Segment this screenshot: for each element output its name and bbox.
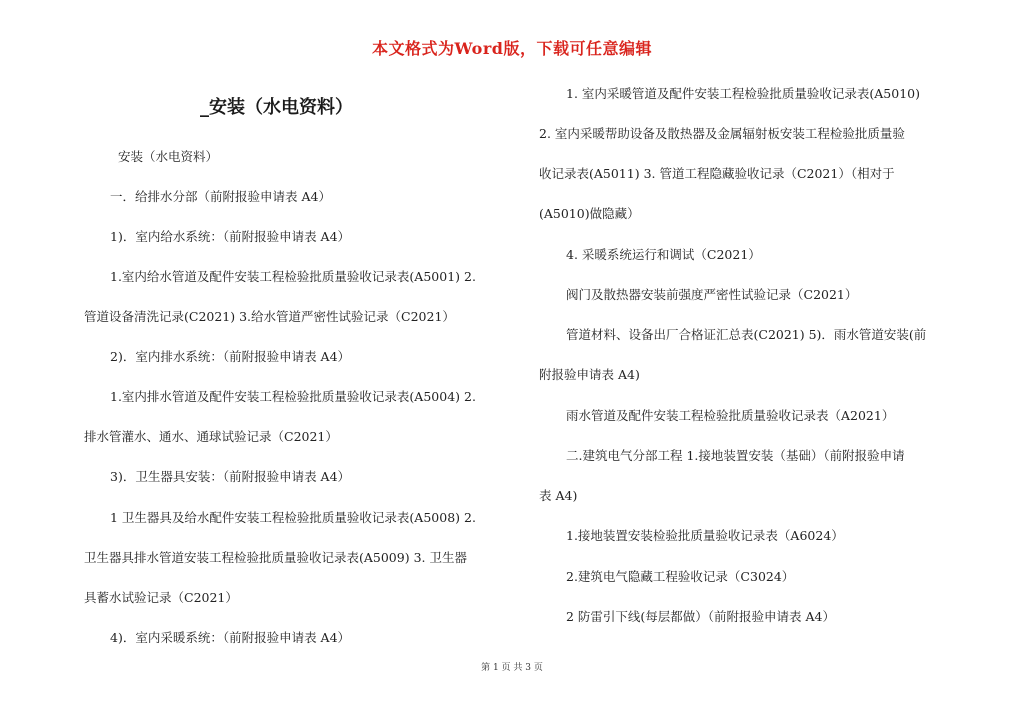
download-banner: 本文格式为Word版，下载可任意编辑	[372, 39, 652, 58]
right-line-10: 二.建筑电气分部工程 1.接地装置安装（基础）（前附报验申请	[566, 448, 905, 463]
page-number: 第 1 页 共 3 页	[481, 663, 543, 673]
right-line-3: 收记录表(A5011) 3. 管道工程隐藏验收记录（C2021）（相对于	[539, 166, 895, 181]
left-line-4: 1.室内给水管道及配件安装工程检验批质量验收记录表(A5001) 2.	[110, 269, 476, 284]
left-line-3: 1)．室内给水系统：（前附报验申请表 A4）	[110, 229, 351, 244]
right-line-8: 附报验申请表 A4)	[539, 367, 640, 382]
right-line-4: (A5010)做隐藏）	[539, 206, 640, 221]
right-line-1: 1. 室内采暖管道及配件安装工程检验批质量验收记录表(A5010)	[566, 86, 920, 101]
right-line-12: 1.接地装置安装检验批质量验收记录表（A6024）	[566, 528, 844, 543]
left-line-12: 具蓄水试验记录（C2021）	[84, 590, 238, 605]
left-line-11: 卫生器具排水管道安装工程检验批质量验收记录表(A5009) 3. 卫生器	[84, 550, 467, 565]
page-title: _安装（水电资料）	[200, 97, 353, 118]
right-line-11: 表 A4)	[539, 488, 578, 503]
left-line-7: 1.室内排水管道及配件安装工程检验批质量验收记录表(A5004) 2.	[110, 389, 476, 404]
right-line-13: 2.建筑电气隐藏工程验收记录（C3024）	[566, 569, 795, 584]
left-line-6: 2)．室内排水系统：（前附报验申请表 A4）	[110, 349, 351, 364]
right-line-14: 2 防雷引下线(每层都做）（前附报验申请表 A4）	[566, 609, 836, 624]
left-line-8: 排水管灌水、通水、通球试验记录（C2021）	[84, 429, 338, 444]
right-line-7: 管道材料、设备出厂合格证汇总表(C2021) 5)．雨水管道安装(前	[566, 327, 927, 342]
left-line-9: 3)．卫生器具安装：（前附报验申请表 A4）	[110, 469, 351, 484]
left-line-1: 安装（水电资料）	[118, 149, 219, 164]
left-line-2: 一．给排水分部（前附报验申请表 A4）	[110, 189, 331, 204]
right-line-5: 4. 采暖系统运行和调试（C2021）	[566, 247, 761, 262]
right-line-9: 雨水管道及配件安装工程检验批质量验收记录表（A2021）	[566, 408, 895, 423]
left-line-5: 管道设备清洗记录(C2021) 3.给水管道严密性试验记录（C2021）	[84, 309, 455, 324]
right-line-2: 2. 室内采暖帮助设备及散热器及金属辐射板安装工程检验批质量验	[539, 126, 905, 141]
left-line-13: 4)．室内采暖系统：（前附报验申请表 A4）	[110, 630, 351, 645]
right-line-6: 阀门及散热器安装前强度严密性试验记录（C2021）	[566, 287, 858, 302]
left-line-10: 1 卫生器具及给水配件安装工程检验批质量验收记录表(A5008) 2.	[110, 510, 476, 525]
